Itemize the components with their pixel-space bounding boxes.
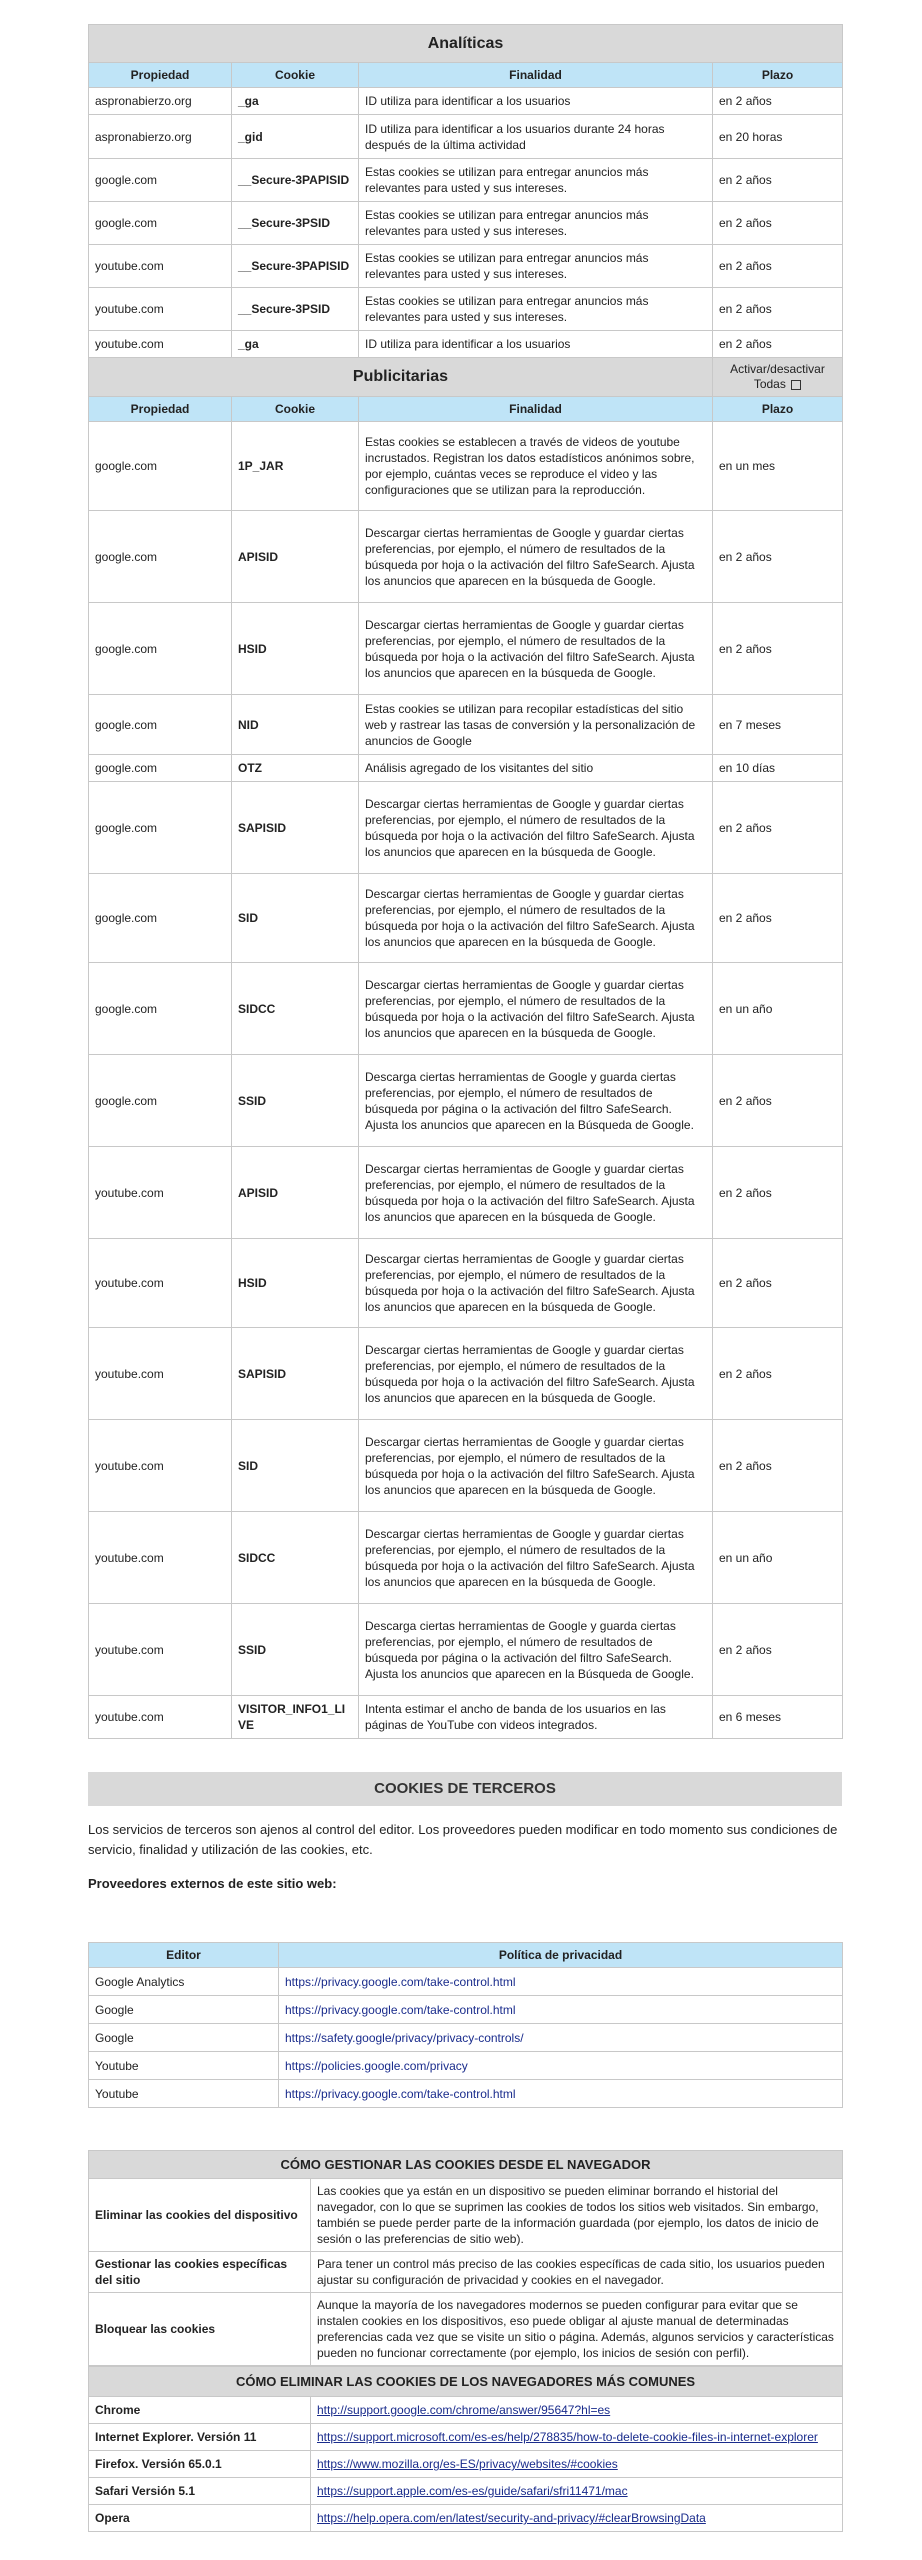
cell-propiedad: google.com: [89, 159, 232, 202]
provider-editor: Google: [89, 1996, 279, 2024]
toggle-label: Activar/desactivar Todas: [730, 362, 825, 391]
browsers-table: [88, 2366, 843, 2532]
cookie-tables: [88, 24, 842, 1739]
col-politica: Política de privacidad: [279, 1943, 843, 1968]
cell-finalidad: Descargar ciertas herramientas de Google y guardar ciertas preferencias, por ejemplo, el número de resultados de la búsqueda por hoja o la activación del filtro SafeSearch. Ajusta los anuncios que aparecen en la búsqueda de Google.: [359, 603, 713, 695]
cell-cookie: SID: [232, 874, 359, 963]
gestion-section: [88, 2150, 842, 2532]
cell-propiedad: google.com: [89, 963, 232, 1055]
gestion-label: Bloquear las cookies: [89, 2293, 311, 2366]
browser-name: Internet Explorer. Versión 11: [89, 2424, 311, 2451]
col-propiedad: Propiedad: [89, 63, 232, 88]
table-row: [89, 1996, 843, 2024]
cell-finalidad: Estas cookies se utilizan para entregar anuncios más relevantes para usted y sus intereses.: [359, 202, 713, 245]
cell-plazo: en 2 años: [713, 782, 843, 874]
cell-propiedad: youtube.com: [89, 1512, 232, 1604]
gestion-text: Las cookies que ya están en un dispositivo se pueden eliminar borrando el historial del navegador, con lo que se suprimen las cookies de todos los sitios web visitados. Sin embargo, también se puede perder parte de la información guardada (por ejemplo, los datos de inicio de sesión o las preferencias de sitio web).: [311, 2179, 843, 2252]
cell-finalidad: Descargar ciertas herramientas de Google y guardar ciertas preferencias, por ejemplo, el número de resultados de la búsqueda por hoja o la activación del filtro SafeSearch. Ajusta los anuncios que aparecen en la búsqueda de Google.: [359, 963, 713, 1055]
table-row: [89, 2478, 843, 2505]
table-row: [89, 2052, 843, 2080]
table-row: [89, 2024, 843, 2052]
cell-cookie: OTZ: [232, 755, 359, 782]
cell-finalidad: Descarga ciertas herramientas de Google y guarda ciertas preferencias, por ejemplo, el número de resultados de búsqueda por página o la activación del filtro SafeSearch. Ajusta los anuncios que aparecen en la Búsqueda de Google.: [359, 1055, 713, 1147]
cell-cookie: __Secure-3PSID: [232, 288, 359, 331]
col-finalidad: Finalidad: [359, 397, 713, 422]
gestion-label: Gestionar las cookies específicas del sitio: [89, 2252, 311, 2293]
cell-finalidad: Intenta estimar el ancho de banda de los usuarios en las páginas de YouTube con videos integrados.: [359, 1696, 713, 1739]
table-row: [89, 2179, 843, 2252]
privacy-policy-link[interactable]: https://privacy.google.com/take-control.html: [285, 1974, 516, 1989]
table-row: [89, 1604, 843, 1696]
cell-finalidad: Estas cookies se utilizan para entregar anuncios más relevantes para usted y sus intereses.: [359, 245, 713, 288]
browser-link-cell: [311, 2397, 843, 2424]
browser-name: Chrome: [89, 2397, 311, 2424]
browser-link-cell: [311, 2451, 843, 2478]
cell-plazo: en 2 años: [713, 159, 843, 202]
cell-cookie: _ga: [232, 88, 359, 115]
provider-policy-cell: [279, 1968, 843, 1996]
cell-plazo: en 2 años: [713, 1420, 843, 1512]
table-row: [89, 2252, 843, 2293]
publicitarias-title: Publicitarias: [89, 358, 713, 397]
cell-plazo: en 2 años: [713, 1239, 843, 1328]
cell-propiedad: google.com: [89, 782, 232, 874]
privacy-policy-link[interactable]: https://policies.google.com/privacy: [285, 2058, 468, 2073]
cell-finalidad: Descargar ciertas herramientas de Google y guardar ciertas preferencias, por ejemplo, el número de resultados de la búsqueda por hoja o la activación del filtro SafeSearch. Ajusta los anuncios que aparecen en la búsqueda de Google.: [359, 874, 713, 963]
table-row: [89, 159, 843, 202]
cell-plazo: en 2 años: [713, 874, 843, 963]
analiticas-table: [88, 24, 843, 1739]
provider-policy-cell: [279, 1996, 843, 2024]
cell-plazo: en un año: [713, 963, 843, 1055]
cell-plazo: en 10 días: [713, 755, 843, 782]
cell-plazo: en 2 años: [713, 1604, 843, 1696]
table-row: [89, 115, 843, 159]
provider-policy-cell: [279, 2080, 843, 2108]
table-row: [89, 1239, 843, 1328]
table-row: [89, 1512, 843, 1604]
cell-finalidad: Análisis agregado de los visitantes del sitio: [359, 755, 713, 782]
provider-policy-cell: [279, 2052, 843, 2080]
cell-cookie: __Secure-3PSID: [232, 202, 359, 245]
cell-plazo: en 2 años: [713, 245, 843, 288]
browser-name: Safari Versión 5.1: [89, 2478, 311, 2505]
cell-plazo: en 7 meses: [713, 695, 843, 755]
cell-propiedad: youtube.com: [89, 1696, 232, 1739]
cell-cookie: SSID: [232, 1055, 359, 1147]
gestion-text: Para tener un control más preciso de las cookies específicas de cada sitio, los usuarios pueden ajustar su configuración de privacidad y cookies en el navegador.: [311, 2252, 843, 2293]
cell-finalidad: Estas cookies se utilizan para recopilar estadísticas del sitio web y rastrear las tasas de conversión y la personalización de anuncios de Google: [359, 695, 713, 755]
provider-editor: Youtube: [89, 2052, 279, 2080]
cell-propiedad: google.com: [89, 874, 232, 963]
table-row: [89, 1968, 843, 1996]
browser-help-link[interactable]: https://support.apple.com/es-es/guide/safari/sfri11471/mac: [317, 2484, 628, 2498]
gestion-label: Eliminar las cookies del dispositivo: [89, 2179, 311, 2252]
table-row: [89, 422, 843, 511]
cell-finalidad: Descargar ciertas herramientas de Google y guardar ciertas preferencias, por ejemplo, el número de resultados de la búsqueda por hoja o la activación del filtro SafeSearch. Ajusta los anuncios que aparecen en la búsqueda de Google.: [359, 1328, 713, 1420]
table-row: [89, 1420, 843, 1512]
cell-propiedad: google.com: [89, 603, 232, 695]
col-plazo: Plazo: [713, 63, 843, 88]
terceros-intro: Los servicios de terceros son ajenos al control del editor. Los proveedores pueden modificar en todo momento sus condiciones de servicio, finalidad y utilización de las cookies, etc.: [88, 1822, 838, 1857]
table-row: [89, 288, 843, 331]
table-row: [89, 1328, 843, 1420]
table-row: [89, 1055, 843, 1147]
cell-finalidad: Estas cookies se establecen a través de videos de youtube incrustados. Registran los datos estadísticos anónimos sobre, por ejemplo, cuántas veces se reproduce el video y las configuraciones que se utilizan para la reproducción.: [359, 422, 713, 511]
analiticas-title: Analíticas: [89, 25, 843, 63]
browser-link-cell: [311, 2505, 843, 2532]
provider-editor: Google Analytics: [89, 1968, 279, 1996]
table-row: [89, 2397, 843, 2424]
cell-plazo: en 2 años: [713, 88, 843, 115]
table-row: [89, 1147, 843, 1239]
cell-cookie: SAPISID: [232, 1328, 359, 1420]
cell-cookie: __Secure-3PAPISID: [232, 159, 359, 202]
cell-propiedad: aspronabierzo.org: [89, 88, 232, 115]
cell-plazo: en 2 años: [713, 288, 843, 331]
cell-propiedad: google.com: [89, 422, 232, 511]
cell-plazo: en 2 años: [713, 1147, 843, 1239]
table-row: [89, 2505, 843, 2532]
cell-finalidad: Descarga ciertas herramientas de Google y guarda ciertas preferencias, por ejemplo, el número de resultados de búsqueda por página o la activación del filtro SafeSearch. Ajusta los anuncios que aparecen en la Búsqueda de Google.: [359, 1604, 713, 1696]
table-row: [89, 1696, 843, 1739]
toggle-all-publicitarias[interactable]: [713, 358, 843, 397]
col-editor: Editor: [89, 1943, 279, 1968]
table-row: [89, 88, 843, 115]
cell-plazo: en 2 años: [713, 511, 843, 603]
cell-plazo: en un año: [713, 1512, 843, 1604]
cell-finalidad: Descargar ciertas herramientas de Google y guardar ciertas preferencias, por ejemplo, el número de resultados de la búsqueda por hoja o la activación del filtro SafeSearch. Ajusta los anuncios que aparecen en la búsqueda de Google.: [359, 1512, 713, 1604]
browser-name: Firefox. Versión 65.0.1: [89, 2451, 311, 2478]
cell-finalidad: Estas cookies se utilizan para entregar anuncios más relevantes para usted y sus intereses.: [359, 288, 713, 331]
table-row: [89, 331, 843, 358]
cell-plazo: en 2 años: [713, 331, 843, 358]
terceros-section: [88, 1772, 842, 1894]
table-row: [89, 2424, 843, 2451]
cell-propiedad: youtube.com: [89, 1239, 232, 1328]
cell-propiedad: google.com: [89, 511, 232, 603]
cell-plazo: en 2 años: [713, 603, 843, 695]
cell-finalidad: Descargar ciertas herramientas de Google y guardar ciertas preferencias, por ejemplo, el número de resultados de la búsqueda por hoja o la activación del filtro SafeSearch. Ajusta los anuncios que aparecen en la búsqueda de Google.: [359, 511, 713, 603]
col-cookie: Cookie: [232, 63, 359, 88]
gestion-table: [88, 2150, 843, 2366]
cell-cookie: __Secure-3PAPISID: [232, 245, 359, 288]
cell-cookie: SSID: [232, 1604, 359, 1696]
privacy-policy-link[interactable]: https://privacy.google.com/take-control.html: [285, 2086, 516, 2101]
cell-propiedad: youtube.com: [89, 1604, 232, 1696]
cell-plazo: en 2 años: [713, 1328, 843, 1420]
browser-link-cell: [311, 2478, 843, 2505]
providers-section: [88, 1942, 842, 2108]
terceros-title: COOKIES DE TERCEROS: [88, 1772, 842, 1806]
cell-finalidad: ID utiliza para identificar a los usuarios durante 24 horas después de la última actividad: [359, 115, 713, 159]
browser-name: Opera: [89, 2505, 311, 2532]
table-row: [89, 2080, 843, 2108]
cell-cookie: VISITOR_INFO1_LIVE: [232, 1696, 359, 1739]
cell-propiedad: aspronabierzo.org: [89, 115, 232, 159]
cell-finalidad: Descargar ciertas herramientas de Google y guardar ciertas preferencias, por ejemplo, el número de resultados de la búsqueda por hoja o la activación del filtro SafeSearch. Ajusta los anuncios que aparecen en la búsqueda de Google.: [359, 1420, 713, 1512]
gestion-title: CÓMO GESTIONAR LAS COOKIES DESDE EL NAVEGADOR: [89, 2151, 843, 2179]
col-finalidad: Finalidad: [359, 63, 713, 88]
providers-table: [88, 1942, 843, 2108]
table-row: [89, 245, 843, 288]
cell-cookie: APISID: [232, 1147, 359, 1239]
table-row: [89, 963, 843, 1055]
cell-propiedad: youtube.com: [89, 1328, 232, 1420]
cell-propiedad: google.com: [89, 695, 232, 755]
provider-editor: Google: [89, 2024, 279, 2052]
table-row: [89, 2451, 843, 2478]
cell-plazo: en 20 horas: [713, 115, 843, 159]
table-row: [89, 874, 843, 963]
providers-heading: Proveedores externos de este sitio web:: [88, 1876, 337, 1891]
cell-finalidad: Descargar ciertas herramientas de Google y guardar ciertas preferencias, por ejemplo, el número de resultados de la búsqueda por hoja o la activación del filtro SafeSearch. Ajusta los anuncios que aparecen en la búsqueda de Google.: [359, 1239, 713, 1328]
cell-propiedad: youtube.com: [89, 1420, 232, 1512]
cell-cookie: NID: [232, 695, 359, 755]
col-propiedad: Propiedad: [89, 397, 232, 422]
table-row: [89, 603, 843, 695]
cell-plazo: en 2 años: [713, 1055, 843, 1147]
table-row: [89, 782, 843, 874]
col-plazo: Plazo: [713, 397, 843, 422]
privacy-policy-link[interactable]: https://safety.google/privacy/privacy-controls/: [285, 2030, 524, 2045]
cell-plazo: en 2 años: [713, 202, 843, 245]
table-row: [89, 202, 843, 245]
cell-cookie: SIDCC: [232, 1512, 359, 1604]
cell-finalidad: ID utiliza para identificar a los usuarios: [359, 331, 713, 358]
cell-propiedad: youtube.com: [89, 288, 232, 331]
browser-help-link[interactable]: https://www.mozilla.org/es-ES/privacy/websites/#cookies: [317, 2457, 618, 2471]
cell-cookie: HSID: [232, 603, 359, 695]
cell-finalidad: ID utiliza para identificar a los usuarios: [359, 88, 713, 115]
cell-cookie: HSID: [232, 1239, 359, 1328]
cell-propiedad: youtube.com: [89, 331, 232, 358]
table-row: [89, 755, 843, 782]
cell-plazo: en 6 meses: [713, 1696, 843, 1739]
table-row: [89, 511, 843, 603]
cell-propiedad: google.com: [89, 202, 232, 245]
table-row: [89, 695, 843, 755]
cell-finalidad: Estas cookies se utilizan para entregar anuncios más relevantes para usted y sus intereses.: [359, 159, 713, 202]
cell-cookie: _ga: [232, 331, 359, 358]
table-row: [89, 2293, 843, 2366]
cell-cookie: APISID: [232, 511, 359, 603]
browser-help-link[interactable]: http://support.google.com/chrome/answer/95647?hl=es: [317, 2403, 611, 2417]
checkbox-icon[interactable]: [791, 380, 801, 390]
cell-cookie: _gid: [232, 115, 359, 159]
browser-help-link[interactable]: https://help.opera.com/en/latest/security-and-privacy/#clearBrowsingData: [317, 2511, 706, 2525]
cell-finalidad: Descargar ciertas herramientas de Google y guardar ciertas preferencias, por ejemplo, el número de resultados de la búsqueda por hoja o la activación del filtro SafeSearch. Ajusta los anuncios que aparecen en la búsqueda de Google.: [359, 782, 713, 874]
gestion-text: Aunque la mayoría de los navegadores modernos se pueden configurar para evitar que se instalen cookies en los dispositivos, eso puede obligar al ajuste manual de determinadas preferencias cada vez que se visite un sitio o página. Además, algunos servicios y características pueden no funcionar correctamente (por ejemplo, los inicios de sesión con perfil).: [311, 2293, 843, 2366]
provider-policy-cell: [279, 2024, 843, 2052]
cell-cookie: SAPISID: [232, 782, 359, 874]
cell-propiedad: google.com: [89, 1055, 232, 1147]
cell-cookie: SIDCC: [232, 963, 359, 1055]
cell-plazo: en un mes: [713, 422, 843, 511]
browser-link-cell: [311, 2424, 843, 2451]
browser-help-link[interactable]: https://support.microsoft.com/es-es/help/278835/how-to-delete-cookie-files-in-internet-explorer: [317, 2430, 818, 2444]
cell-finalidad: Descargar ciertas herramientas de Google y guardar ciertas preferencias, por ejemplo, el número de resultados de la búsqueda por hoja o la activación del filtro SafeSearch. Ajusta los anuncios que aparecen en la búsqueda de Google.: [359, 1147, 713, 1239]
col-cookie: Cookie: [232, 397, 359, 422]
privacy-policy-link[interactable]: https://privacy.google.com/take-control.html: [285, 2002, 516, 2017]
provider-editor: Youtube: [89, 2080, 279, 2108]
cell-propiedad: google.com: [89, 755, 232, 782]
browsers-title: CÓMO ELIMINAR LAS COOKIES DE LOS NAVEGADORES MÁS COMUNES: [89, 2367, 843, 2397]
cell-cookie: 1P_JAR: [232, 422, 359, 511]
cell-cookie: SID: [232, 1420, 359, 1512]
cell-propiedad: youtube.com: [89, 245, 232, 288]
cell-propiedad: youtube.com: [89, 1147, 232, 1239]
